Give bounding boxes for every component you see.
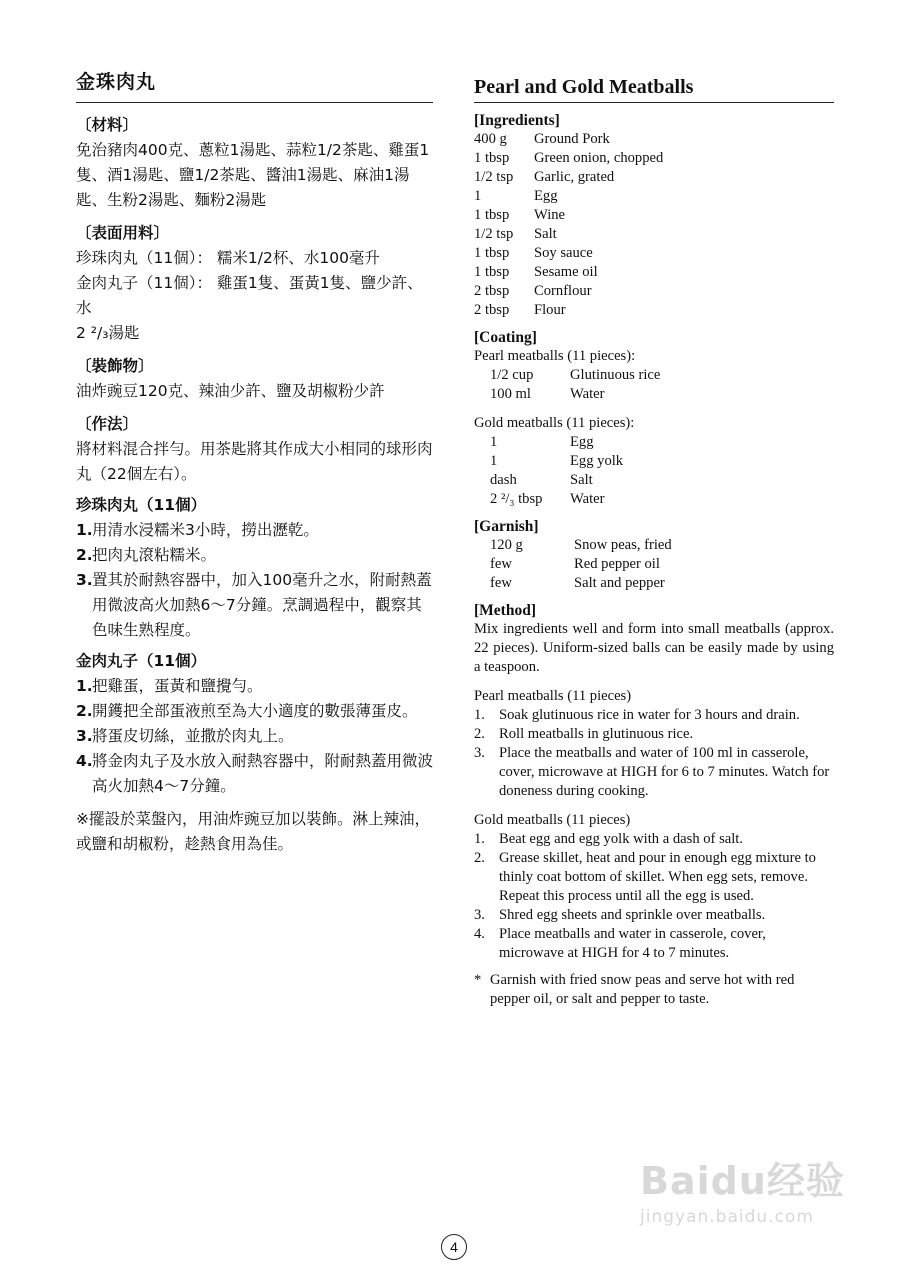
- ingredient-qty: 1: [490, 453, 498, 469]
- ingredient-qty: few: [490, 556, 512, 572]
- gold-method-heading-zh: 金肉丸子（11個）: [76, 652, 207, 670]
- step-number: 2.: [474, 726, 485, 742]
- step-text: Soak glutinuous rice in water for 3 hours and drain.: [499, 707, 800, 723]
- ingredient-row: [474, 130, 663, 149]
- ingredient-row: [474, 206, 663, 225]
- ingredient-qty: 120 g: [490, 537, 523, 553]
- step-number: 1.: [76, 677, 93, 695]
- note-text: Garnish with fried snow peas and serve hot with red pepper oil, or salt and pepper to taste.: [490, 972, 795, 1007]
- pearl-steps-zh: [76, 518, 433, 643]
- ingredient-qty: 2 tbsp: [474, 283, 510, 299]
- step-number: 1.: [474, 831, 485, 847]
- ingredient-row: [474, 187, 663, 206]
- ingredient-qty: 1 tbsp: [474, 264, 510, 280]
- step-text: Grease skillet, heat and pour in enough egg mixture to thinly coat bottom of skillet. When egg sets, remove. Repeat this process until all the egg is used.: [499, 850, 816, 904]
- step-text: Roll meatballs in glutinuous rice.: [499, 726, 694, 742]
- recipe-title-zh: 金珠肉丸: [76, 70, 433, 103]
- step-text: 將金肉丸子及水放入耐熱容器中，附耐熱蓋用微波高火加熱4～7分鐘。: [92, 752, 434, 795]
- coating-heading-en: [Coating]: [474, 329, 537, 346]
- recipe-title-en: Pearl and Gold Meatballs: [474, 78, 834, 103]
- step-number: 4.: [76, 752, 93, 770]
- ingredient-qty: 1/2 cup: [490, 367, 534, 383]
- ingredient-qty: 1: [474, 188, 482, 204]
- step-text: 將蛋皮切絲，並撒於肉丸上。: [92, 727, 294, 745]
- ingredient-name: Soy sauce: [534, 245, 593, 261]
- ingredient-qty: 1/2 tsp: [474, 226, 514, 242]
- ingredient-name: Ground Pork: [534, 131, 610, 147]
- ingredient-row: [490, 574, 672, 593]
- ingredient-row: [490, 471, 623, 490]
- ingredient-row: [474, 168, 663, 187]
- ingredient-qty: few: [490, 575, 512, 591]
- ingredient-name: Water: [570, 386, 605, 402]
- chinese-column: [76, 70, 433, 857]
- method-text-en: Mix ingredients well and form into small meatballs (approx. 22 pieces). Uniform-sized balls can be easily made by using a teaspoon.: [474, 621, 834, 675]
- step-item: [474, 744, 834, 801]
- coating-gold-label-en: Gold meatballs (11 pieces):: [474, 415, 635, 431]
- ingredient-row: [490, 555, 672, 574]
- coating-gold-zh-line1: 金肉丸子（11個）： 雞蛋1隻、蛋黃1隻、鹽少許、水: [76, 274, 423, 317]
- step-item: [474, 725, 834, 744]
- ingredient-row: [490, 366, 660, 385]
- ingredient-row: [474, 244, 663, 263]
- ingredient-name: Glutinuous rice: [570, 367, 661, 383]
- ingredient-qty: dash: [490, 472, 517, 488]
- ingredient-qty: 1: [490, 434, 498, 450]
- step-text: Place the meatballs and water of 100 ml in casserole, cover, microwave at HIGH for 6 to 7 minutes. Watch for doneness during cooking.: [499, 745, 830, 799]
- serving-note-en: [474, 971, 834, 1009]
- ingredient-row: [490, 536, 672, 555]
- garnish-heading-en: [Garnish]: [474, 518, 539, 535]
- serving-note-zh: ※擺設於菜盤內，用油炸豌豆加以裝飾。淋上辣油，或鹽和胡椒粉，趁熱食用為佳。: [76, 810, 430, 853]
- step-number: 3.: [76, 727, 93, 745]
- ingredient-row: [490, 452, 623, 471]
- step-item: [474, 706, 834, 725]
- step-number: 2.: [76, 546, 93, 564]
- step-number: 4.: [474, 926, 485, 942]
- ingredient-name: Wine: [534, 207, 566, 223]
- gold-steps-zh: [76, 674, 433, 799]
- step-number: 1.: [76, 521, 93, 539]
- ingredient-qty: 2 ²/₃ tbsp: [490, 491, 543, 507]
- step-item: [76, 543, 433, 568]
- ingredient-name: Cornflour: [534, 283, 592, 299]
- note-asterisk: *: [474, 972, 482, 988]
- ingredient-name: Salt: [570, 472, 593, 488]
- step-item: [474, 830, 834, 849]
- ingredient-name: Egg: [570, 434, 594, 450]
- step-item: [76, 518, 433, 543]
- ingredients-text-zh: 免治豬肉400克、蔥粒1湯匙、蒜粒1/2茶匙、雞蛋1隻、酒1湯匙、鹽1/2茶匙、醬油1湯匙、麻油1湯匙、生粉2湯匙、麵粉2湯匙: [76, 141, 430, 209]
- ingredient-name: Red pepper oil: [574, 556, 660, 572]
- ingredient-row: [474, 263, 663, 282]
- step-number: 2.: [76, 702, 93, 720]
- step-text: Place meatballs and water in casserole, cover, microwave at HIGH for 4 to 7 minutes.: [499, 926, 766, 961]
- step-text: 開鑊把全部蛋液煎至為大小適度的數張薄蛋皮。: [92, 702, 418, 720]
- step-item: [474, 906, 834, 925]
- step-text: 把雞蛋，蛋黃和鹽攪勻。: [92, 677, 263, 695]
- ingredient-name: Egg: [534, 188, 558, 204]
- coating-gold-table-en: [490, 433, 623, 509]
- ingredient-name: Salt and pepper: [574, 575, 665, 591]
- step-item: [474, 925, 834, 963]
- baidu-watermark: [640, 1150, 860, 1260]
- watermark-logo: Baidu经验: [640, 1159, 845, 1203]
- method-heading-en: [Method]: [474, 602, 536, 619]
- step-text: Shred egg sheets and sprinkle over meatballs.: [499, 907, 766, 923]
- ingredient-qty: 1 tbsp: [474, 207, 510, 223]
- garnish-table-en: [490, 536, 672, 593]
- ingredient-qty: 1 tbsp: [474, 150, 510, 166]
- ingredient-row: [490, 385, 660, 404]
- coating-gold-zh-line2: 2 ²/₃湯匙: [76, 324, 140, 342]
- ingredient-row: [490, 490, 623, 509]
- step-item: [76, 749, 433, 799]
- ingredients-heading-en: [Ingredients]: [474, 112, 560, 129]
- ingredient-name: Water: [570, 491, 605, 507]
- step-item: [474, 849, 834, 906]
- ingredient-row: [490, 433, 623, 452]
- method-text-zh: 將材料混合拌勻。用茶匙將其作成大小相同的球形肉丸（22個左右）。: [76, 440, 433, 483]
- step-text: 把肉丸滾粘糯米。: [92, 546, 217, 564]
- ingredient-name: Salt: [534, 226, 557, 242]
- step-number: 1.: [474, 707, 485, 723]
- ingredients-table-en: [474, 130, 663, 320]
- step-item: [76, 724, 433, 749]
- step-number: 2.: [474, 850, 485, 866]
- ingredient-row: [474, 149, 663, 168]
- english-column: [474, 70, 834, 1009]
- page-number: 4: [441, 1234, 467, 1260]
- method-heading-zh: 〔作法〕: [76, 415, 139, 433]
- watermark-url: jingyan.baidu.com: [640, 1207, 814, 1227]
- ingredient-name: Snow peas, fried: [574, 537, 672, 553]
- step-item: [76, 568, 433, 643]
- ingredient-name: Garlic, grated: [534, 169, 615, 185]
- coating-pearl-table-en: [490, 366, 660, 404]
- ingredient-row: [474, 225, 663, 244]
- ingredient-name: Sesame oil: [534, 264, 598, 280]
- gold-steps-en: [474, 830, 834, 963]
- step-number: 3.: [474, 907, 485, 923]
- step-text: 用清水浸糯米3小時，撈出瀝乾。: [92, 521, 319, 539]
- garnish-text-zh: 油炸豌豆120克、辣油少許、鹽及胡椒粉少許: [76, 382, 385, 400]
- ingredient-qty: 1/2 tsp: [474, 169, 514, 185]
- step-item: [76, 674, 433, 699]
- coating-pearl-label-en: Pearl meatballs (11 pieces):: [474, 348, 636, 364]
- pearl-steps-en: [474, 706, 834, 801]
- ingredient-name: Flour: [534, 302, 566, 318]
- garnish-heading-zh: 〔裝飾物〕: [76, 357, 154, 375]
- ingredient-qty: 400 g: [474, 131, 507, 147]
- ingredient-row: [474, 282, 663, 301]
- ingredient-qty: 100 ml: [490, 386, 531, 402]
- gold-method-label-en: Gold meatballs (11 pieces): [474, 812, 631, 828]
- ingredient-name: Egg yolk: [570, 453, 624, 469]
- ingredient-qty: 2 tbsp: [474, 302, 510, 318]
- step-number: 3.: [76, 571, 93, 589]
- ingredient-qty: 1 tbsp: [474, 245, 510, 261]
- pearl-method-label-en: Pearl meatballs (11 pieces): [474, 688, 632, 704]
- coating-pearl-zh: 珍珠肉丸（11個）： 糯米1/2杯、水100毫升: [76, 249, 380, 267]
- coating-heading-zh: 〔表面用料〕: [76, 224, 170, 242]
- step-item: [76, 699, 433, 724]
- ingredients-heading-zh: 〔材料〕: [76, 116, 139, 134]
- step-text: 置其於耐熱容器中，加入100毫升之水，附耐熱蓋用微波高火加熱6～7分鐘。烹調過程中，觀察其色味生熟程度。: [92, 571, 432, 639]
- step-text: Beat egg and egg yolk with a dash of salt.: [499, 831, 743, 847]
- step-number: 3.: [474, 745, 485, 761]
- pearl-method-heading-zh: 珍珠肉丸（11個）: [76, 496, 207, 514]
- ingredient-name: Green onion, chopped: [534, 150, 664, 166]
- ingredient-row: [474, 301, 663, 320]
